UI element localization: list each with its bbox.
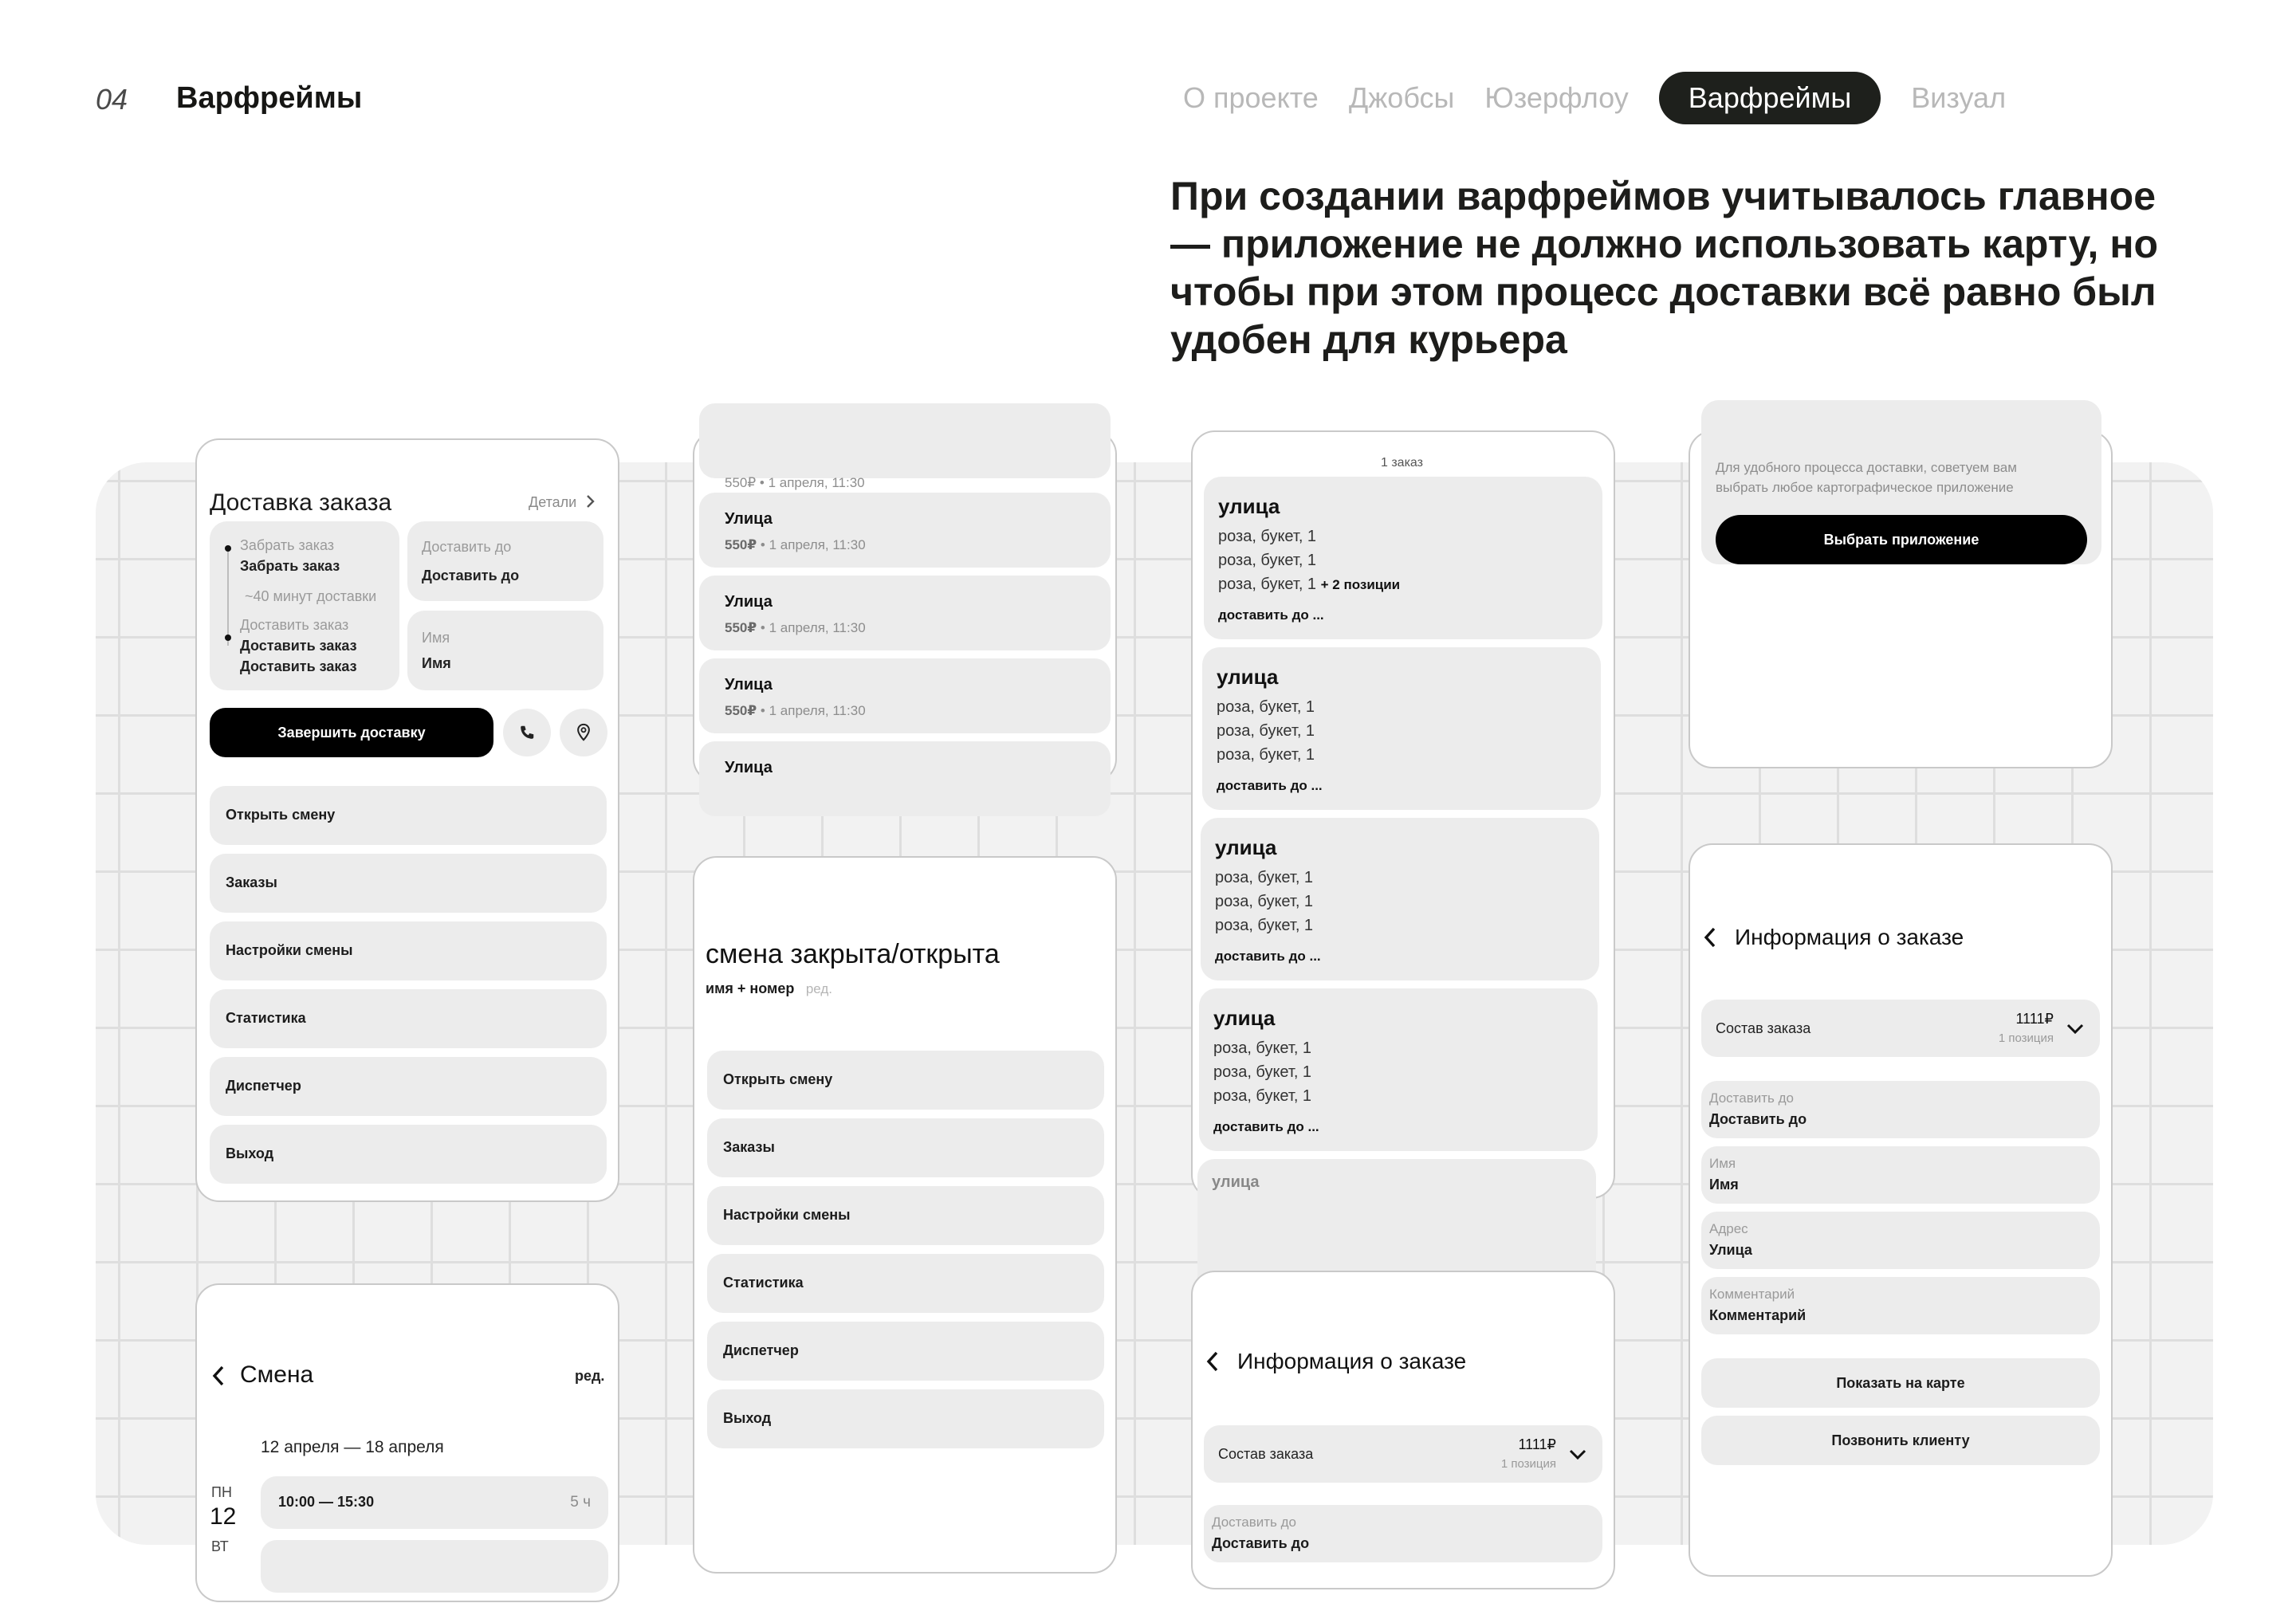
phone-icon: [518, 724, 536, 741]
order-card-1[interactable]: улица роза, букет, 1 роза, букет, 1 роза, букет, 1 + 2 позиции доставить до ...: [1204, 477, 1602, 639]
phone-order-cards: [1191, 430, 1615, 1199]
nav-item-visual[interactable]: Визуал: [1911, 81, 2007, 114]
due-label: Доставить до: [422, 539, 512, 555]
menu2-dispatcher[interactable]: Диспетчер: [707, 1322, 1104, 1381]
chevron-down-icon: [1569, 1449, 1586, 1460]
app-picker-sheet: [1701, 400, 2101, 564]
composition-label: Состав заказа: [1716, 1020, 1811, 1036]
lead-paragraph: При создании варфреймов учитывалось главное — приложение не должно использовать карту, но чтобы при этом процесс доставки всё равно был удобен для курьера: [1170, 174, 2159, 362]
chevron-right-icon: [585, 494, 596, 509]
back-chevron-icon[interactable]: [1703, 926, 1717, 949]
delivery-title: Доставка заказа: [210, 489, 392, 516]
name-label: Имя: [422, 630, 450, 646]
menu2-shift-settings[interactable]: Настройки смены: [707, 1186, 1104, 1245]
list-card-2[interactable]: Улица 550₽ • 1 апреля, 11:30: [699, 576, 1111, 650]
composition-label: Состав заказа: [1218, 1446, 1314, 1462]
section-number: 04: [96, 83, 128, 116]
shift-status-edit[interactable]: ред.: [805, 981, 832, 996]
nav-item-userflow[interactable]: Юзерфлоу: [1484, 81, 1629, 114]
menu2-exit[interactable]: Выход: [707, 1389, 1104, 1448]
delivery-details-link[interactable]: [529, 494, 596, 511]
menu-orders[interactable]: Заказы: [210, 854, 607, 913]
section-title: Варфреймы: [176, 81, 363, 115]
composition-price: 1111₽: [1518, 1436, 1556, 1452]
slot-hours: 5 ч: [570, 1494, 591, 1511]
route-line: [227, 548, 229, 646]
order-composition-row[interactable]: [1204, 1425, 1602, 1483]
list-card-4[interactable]: Улица: [699, 741, 1111, 816]
field-due: Доставить до Доставить до: [1701, 1081, 2100, 1138]
pickup-value: Забрать заказ: [240, 558, 340, 574]
menu-shift-settings[interactable]: Настройки смены: [210, 921, 607, 980]
order-card-5[interactable]: улица: [1197, 1159, 1596, 1322]
shift-status-subtitle: [706, 980, 832, 997]
shift-title: Смена: [240, 1361, 314, 1388]
drop-value-1: Доставить заказ: [240, 638, 357, 654]
shift-date-range: 12 апреля — 18 апреля: [261, 1438, 444, 1456]
due-card: [407, 521, 603, 601]
next-shift-slot[interactable]: [261, 1540, 608, 1593]
field-address: Адрес Улица: [1701, 1212, 2100, 1269]
composition-positions: 1 позиция: [1998, 1031, 2054, 1045]
order-card-2[interactable]: улица роза, букет, 1 роза, букет, 1 роза, букет, 1 доставить до ...: [1202, 647, 1601, 810]
order-info-title: Информация о заказе: [1237, 1349, 1467, 1373]
phone-shift: [195, 1283, 619, 1602]
menu-dispatcher[interactable]: Диспетчер: [210, 1057, 607, 1116]
finish-delivery-button[interactable]: Завершить доставку: [210, 708, 493, 757]
back-chevron-icon[interactable]: [211, 1365, 226, 1387]
due-value: Доставить до: [422, 568, 520, 583]
call-button[interactable]: [503, 709, 551, 756]
field-name: Имя Имя: [1701, 1146, 2100, 1204]
route-dot-end: [225, 635, 231, 641]
slot-time: 10:00 — 15:30: [278, 1494, 375, 1510]
order-info-full-title: Информация о заказе: [1735, 925, 1964, 949]
phone-order-info-full: [1689, 843, 2113, 1577]
order-card-4[interactable]: улица роза, букет, 1 роза, букет, 1 роза, букет, 1 доставить до ...: [1199, 988, 1598, 1151]
list-card-top[interactable]: [699, 403, 1111, 490]
list-card-1[interactable]: Улица 550₽ • 1 апреля, 11:30: [699, 493, 1111, 568]
details-label: Детали: [529, 494, 577, 510]
route-dot-start: [225, 545, 231, 552]
pickup-label: Забрать заказ: [240, 537, 335, 553]
call-client-button[interactable]: Позвонить клиенту: [1701, 1416, 2100, 1465]
phone-order-info-short: [1191, 1271, 1615, 1589]
nav-item-about[interactable]: О проекте: [1183, 81, 1319, 114]
day-short: ПН: [211, 1484, 232, 1500]
route-card: [210, 521, 399, 690]
delivery-duration: ~40 минут доставки: [245, 588, 377, 604]
map-pin-icon: [575, 723, 592, 742]
phone-orders-list: [693, 430, 1117, 783]
order-card-3[interactable]: улица роза, букет, 1 роза, букет, 1 роза, букет, 1 доставить до ...: [1201, 818, 1599, 980]
drop-value-2: Доставить заказ: [240, 658, 357, 674]
field-comment: Комментарий Комментарий: [1701, 1277, 2100, 1334]
list-card-3[interactable]: Улица 550₽ • 1 апреля, 11:30: [699, 658, 1111, 733]
extra-positions: + 2 позиции: [1320, 577, 1401, 592]
nav-item-jobs[interactable]: Джобсы: [1348, 81, 1455, 114]
phone-app-picker: [1689, 430, 2113, 768]
operator-name-number: имя + номер: [706, 980, 795, 996]
drop-label: Доставить заказ: [240, 617, 349, 633]
name-card: [407, 611, 603, 690]
composition-positions: 1 позиция: [1500, 1457, 1556, 1471]
menu2-orders[interactable]: Заказы: [707, 1118, 1104, 1177]
order-composition-row-full[interactable]: [1701, 1000, 2100, 1057]
list-card-top-sub: 550₽ • 1 апреля, 11:30: [725, 475, 865, 490]
top-navigation: [1183, 72, 2006, 124]
chevron-down-icon: [2066, 1024, 2084, 1035]
phone-delivery: [195, 438, 619, 1202]
name-value: Имя: [422, 655, 451, 671]
show-on-map-button[interactable]: Показать на карте: [1701, 1358, 2100, 1408]
menu2-open-shift[interactable]: Открыть смену: [707, 1051, 1104, 1110]
menu2-statistics[interactable]: Статистика: [707, 1254, 1104, 1313]
phone-shift-status: [693, 856, 1117, 1574]
day-number: 12: [210, 1503, 237, 1530]
nav-item-wireframes[interactable]: Варфреймы: [1659, 72, 1881, 124]
menu-open-shift[interactable]: Открыть смену: [210, 786, 607, 845]
back-chevron-icon[interactable]: [1205, 1350, 1220, 1373]
shift-status-title: смена закрыта/открыта: [706, 939, 1000, 969]
next-day-short: ВТ: [211, 1538, 229, 1554]
shift-edit-link[interactable]: ред.: [575, 1368, 605, 1384]
shift-slot[interactable]: [261, 1476, 608, 1529]
location-button[interactable]: [560, 709, 607, 756]
due-field: Доставить до Доставить до: [1204, 1505, 1602, 1562]
menu-exit[interactable]: Выход: [210, 1125, 607, 1184]
choose-app-button[interactable]: Выбрать приложение: [1716, 515, 2087, 564]
menu-statistics[interactable]: Статистика: [210, 989, 607, 1048]
orders-count: 1 заказ: [1381, 456, 1423, 470]
composition-price: 1111₽: [2015, 1011, 2054, 1027]
app-picker-hint: Для удобного процесса доставки, советуем вам выбрать любое картографическое приложение: [1716, 460, 2017, 495]
wireframes-canvas: [96, 456, 2213, 1554]
